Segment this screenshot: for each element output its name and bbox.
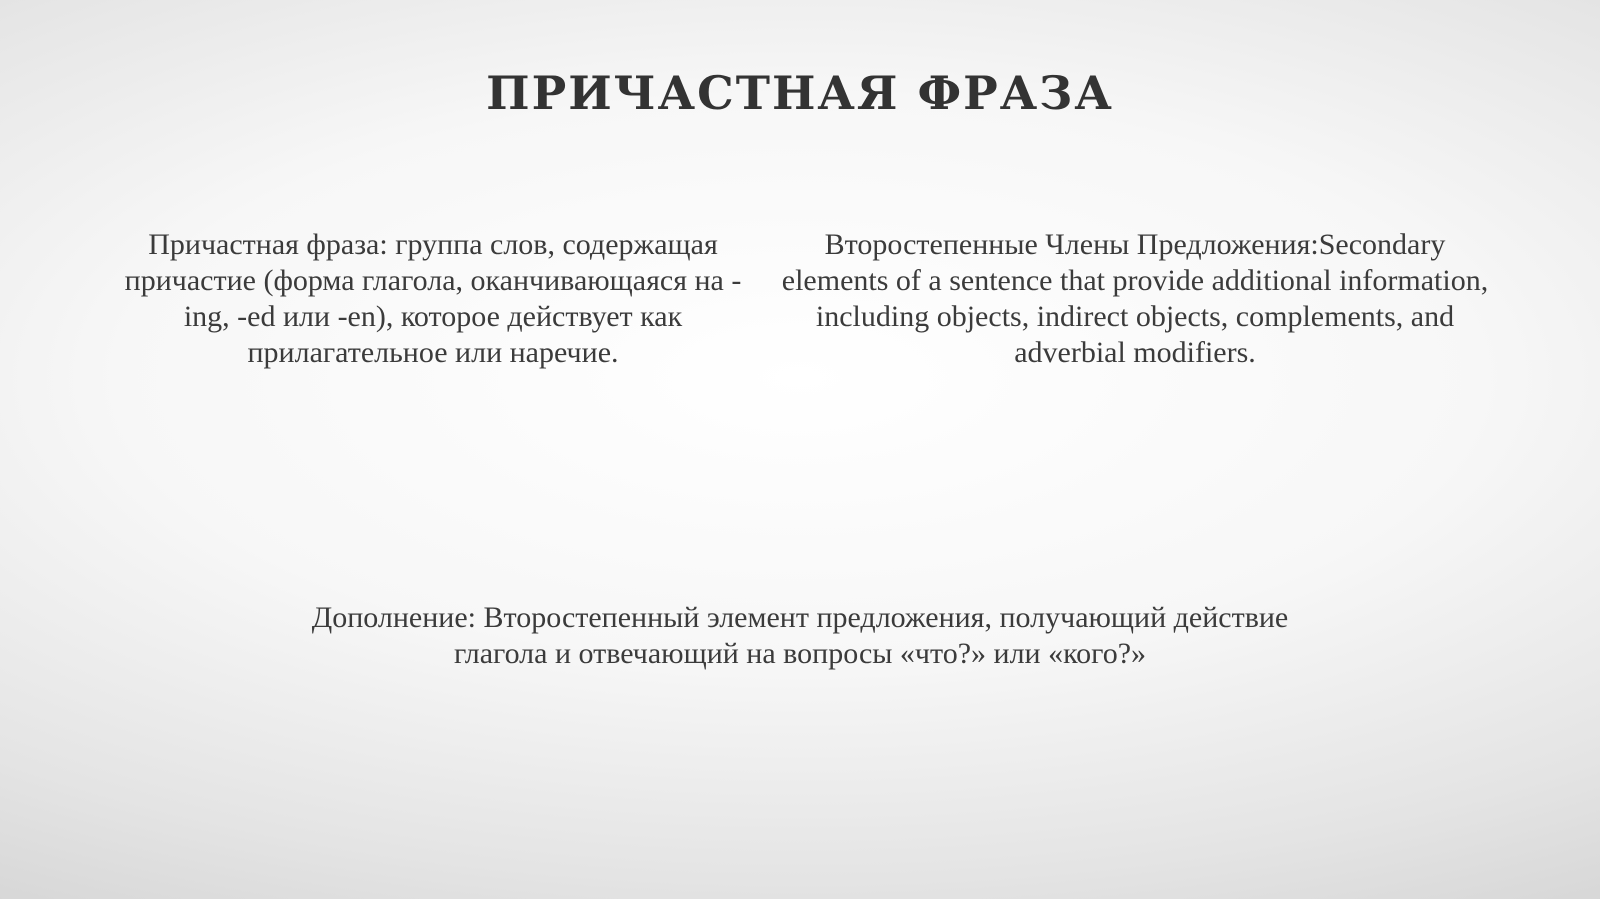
participial-phrase-definition: Причастная фраза: группа слов, содержащая причастие (форма глагола, оканчивающаяся на -ing, -ed или -en), которое действует как прилагательное или наречие. bbox=[124, 228, 742, 369]
object-definition: Дополнение: Второстепенный элемент предложения, получающий действие глагола и отвечающий на вопросы «что?» или «кого?» bbox=[311, 601, 1289, 670]
slide-title: ПРИЧАСТНАЯ ФРАЗА bbox=[486, 66, 1114, 120]
secondary-members-definition: Второстепенные Члены Предложения:Secondary elements of a sentence that provide additional information, including objects, indirect objects, complements, and adverbial modifiers. bbox=[781, 228, 1489, 369]
